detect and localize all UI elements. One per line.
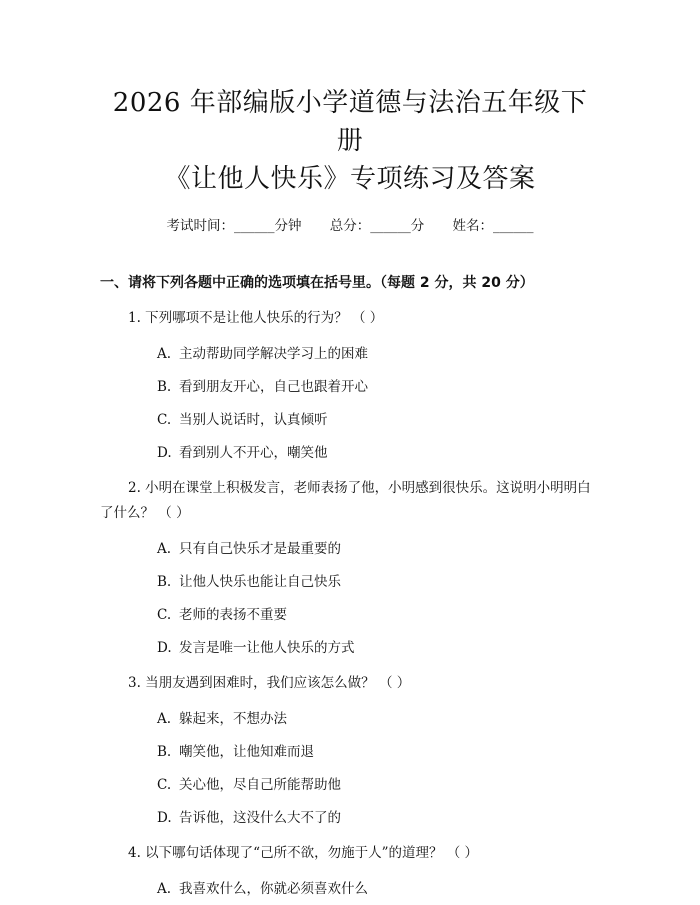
option-list: [100, 539, 600, 658]
option-letter: D.: [157, 640, 172, 656]
option-letter: D.: [157, 810, 172, 826]
option-text: 主动帮助同学解决学习上的困难: [179, 346, 368, 362]
total-score-field: 总分：______分: [329, 218, 425, 234]
question-stem: 3. 当朋友遇到困难时，我们应该怎么做？ （ ）: [128, 675, 411, 691]
option-text: 看到朋友开心，自己也跟着开心: [179, 379, 368, 395]
question-stem: 1. 下列哪项不是让他人快乐的行为？ （ ）: [128, 310, 384, 326]
option-letter: A.: [157, 711, 172, 727]
option-b: [100, 742, 600, 762]
question-stem: 4. 以下哪句话体现了“己所不欲，勿施于人”的道理？ （ ）: [128, 845, 479, 861]
option-list: [100, 879, 600, 899]
option-text: 我喜欢什么，你就必须喜欢什么: [179, 881, 368, 897]
option-b: [100, 377, 600, 397]
section-heading: 一、请将下列各题中正确的选项填在括号里。（每题 2 分，共 20 分）: [100, 275, 534, 291]
option-a: [100, 539, 600, 559]
option-c: [100, 605, 600, 625]
option-letter: A.: [157, 541, 172, 557]
option-text: 告诉他，这没什么大不了的: [179, 810, 341, 826]
option-c: [100, 775, 600, 795]
option-a: [100, 879, 600, 899]
option-list: [100, 709, 600, 828]
option-c: [100, 410, 600, 430]
option-d: [100, 808, 600, 828]
option-a: [100, 709, 600, 729]
option-letter: B.: [157, 379, 172, 395]
option-text: 发言是唯一让他人快乐的方式: [179, 640, 355, 656]
title-line-2: 《让他人快乐》专项练习及答案: [164, 164, 536, 194]
option-letter: C.: [157, 777, 172, 793]
option-text: 嘲笑他，让他知难而退: [179, 744, 314, 760]
option-text: 当别人说话时，认真倾听: [179, 412, 328, 428]
exam-info: [100, 216, 600, 236]
option-letter: C.: [157, 607, 172, 623]
option-d: [100, 443, 600, 463]
page-title: [100, 0, 600, 198]
question-stem: 2. 小明在课堂上积极发言，老师表扬了他，小明感到很快乐。这说明小明明白了什么？ （ ）: [100, 480, 591, 521]
option-letter: D.: [157, 445, 172, 461]
option-text: 关心他，尽自己所能帮助他: [179, 777, 341, 793]
question-2: [100, 476, 600, 658]
option-b: [100, 572, 600, 592]
option-d: [100, 638, 600, 658]
option-list: [100, 344, 600, 463]
option-text: 看到别人不开心，嘲笑他: [179, 445, 328, 461]
option-text: 只有自己快乐才是最重要的: [179, 541, 341, 557]
option-letter: B.: [157, 574, 172, 590]
student-name-field: 姓名：______: [452, 218, 534, 234]
question-4: [100, 841, 600, 899]
option-letter: A.: [157, 881, 172, 897]
question-1: [100, 306, 600, 463]
option-text: 让他人快乐也能让自己快乐: [179, 574, 341, 590]
option-a: [100, 344, 600, 364]
question-3: [100, 671, 600, 828]
option-letter: C.: [157, 412, 172, 428]
exam-time-field: 考试时间：______分钟: [166, 218, 302, 234]
option-text: 躲起来，不想办法: [179, 711, 287, 727]
option-letter: A.: [157, 346, 172, 362]
option-text: 老师的表扬不重要: [179, 607, 287, 623]
title-line-1: 2026 年部编版小学道德与法治五年级下册: [112, 88, 588, 156]
option-letter: B.: [157, 744, 172, 760]
